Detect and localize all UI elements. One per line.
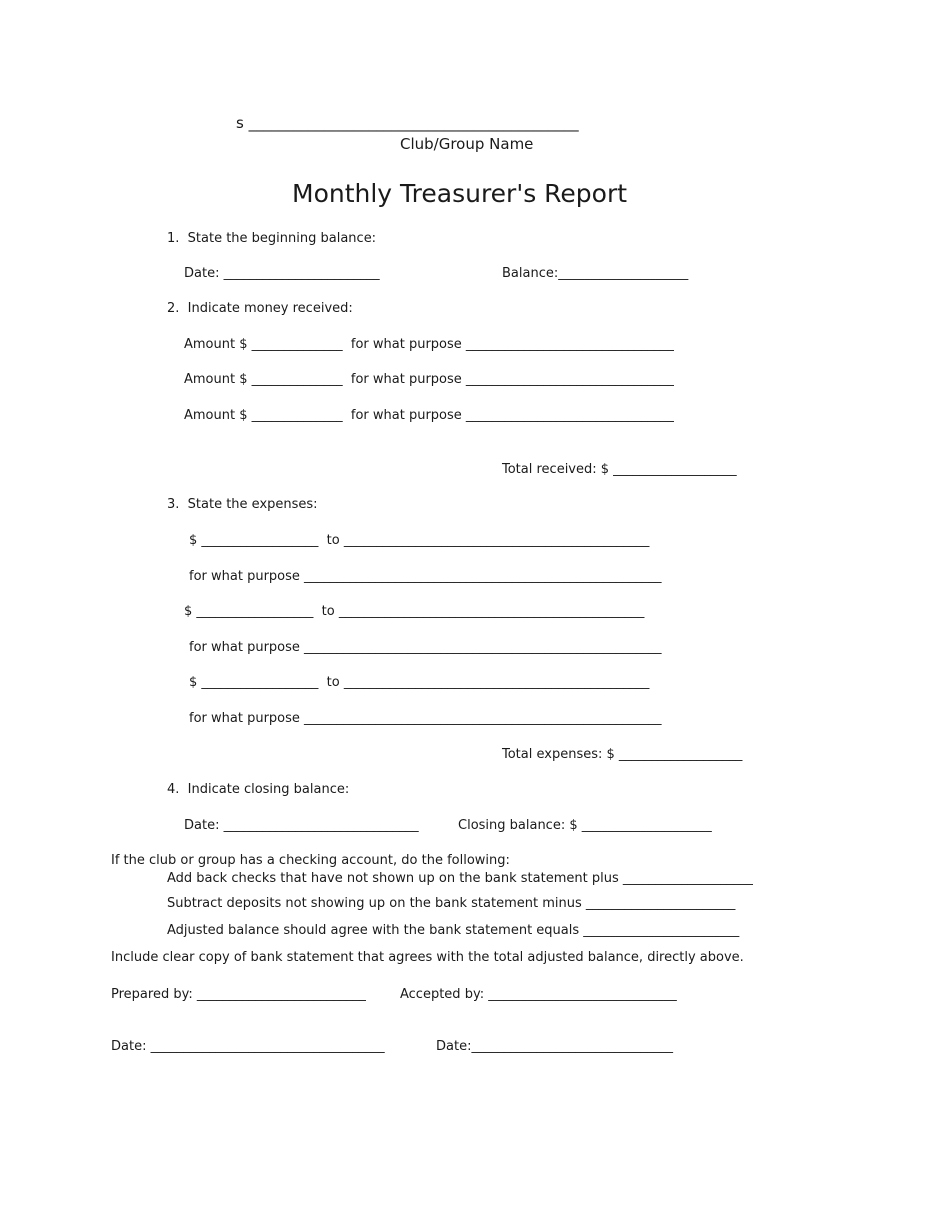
received-row[interactable]: Amount $ ______________ for what purpose ________________________________ [184, 408, 674, 423]
page-title: Monthly Treasurer's Report [292, 179, 628, 208]
total-expenses-field[interactable]: Total expenses: $ ___________________ [502, 747, 743, 762]
expense-amount-row[interactable]: $ __________________ to _______________________________________________ [189, 675, 650, 690]
add-back-checks-field[interactable]: Add back checks that have not shown up on the bank statement plus ____________________ [167, 871, 753, 886]
checking-intro: If the club or group has a checking account, do the following: [111, 853, 510, 868]
accepted-by-field[interactable]: Accepted by: _____________________________ [400, 987, 677, 1002]
club-name-label: Club/Group Name [400, 135, 534, 153]
prepared-by-field[interactable]: Prepared by: __________________________ [111, 987, 366, 1002]
prepared-date-field[interactable]: Date: ____________________________________ [111, 1039, 385, 1054]
beginning-date-field[interactable]: Date: ________________________ [184, 266, 380, 281]
received-row[interactable]: Amount $ ______________ for what purpose ________________________________ [184, 337, 674, 352]
accepted-date-field[interactable]: Date:_______________________________ [436, 1039, 673, 1054]
received-row[interactable]: Amount $ ______________ for what purpose ________________________________ [184, 372, 674, 387]
section4-heading: 4. Indicate closing balance: [167, 782, 350, 797]
closing-date-field[interactable]: Date: ______________________________ [184, 818, 419, 833]
closing-balance-field[interactable]: Closing balance: $ ____________________ [458, 818, 712, 833]
subtract-deposits-field[interactable]: Subtract deposits not showing up on the bank statement minus _______________________ [167, 896, 736, 911]
section3-heading: 3. State the expenses: [167, 497, 318, 512]
expense-purpose-row[interactable]: for what purpose _______________________________________________________ [189, 711, 662, 726]
expense-purpose-row[interactable]: for what purpose _______________________________________________________ [189, 569, 662, 584]
expense-amount-row[interactable]: $ __________________ to _______________________________________________ [189, 533, 650, 548]
section2-heading: 2. Indicate money received: [167, 301, 353, 316]
expense-amount-row[interactable]: $ __________________ to _______________________________________________ [184, 604, 645, 619]
club-name-field[interactable]: s ____________________________________________ [236, 114, 579, 132]
total-received-field[interactable]: Total received: $ ___________________ [502, 462, 737, 477]
expense-purpose-row[interactable]: for what purpose _______________________________________________________ [189, 640, 662, 655]
beginning-balance-field[interactable]: Balance:____________________ [502, 266, 689, 281]
section1-heading: 1. State the beginning balance: [167, 231, 377, 246]
bank-statement-note: Include clear copy of bank statement that agrees with the total adjusted balance, directly above. [111, 950, 744, 965]
adjusted-balance-field[interactable]: Adjusted balance should agree with the bank statement equals ________________________ [167, 923, 740, 938]
